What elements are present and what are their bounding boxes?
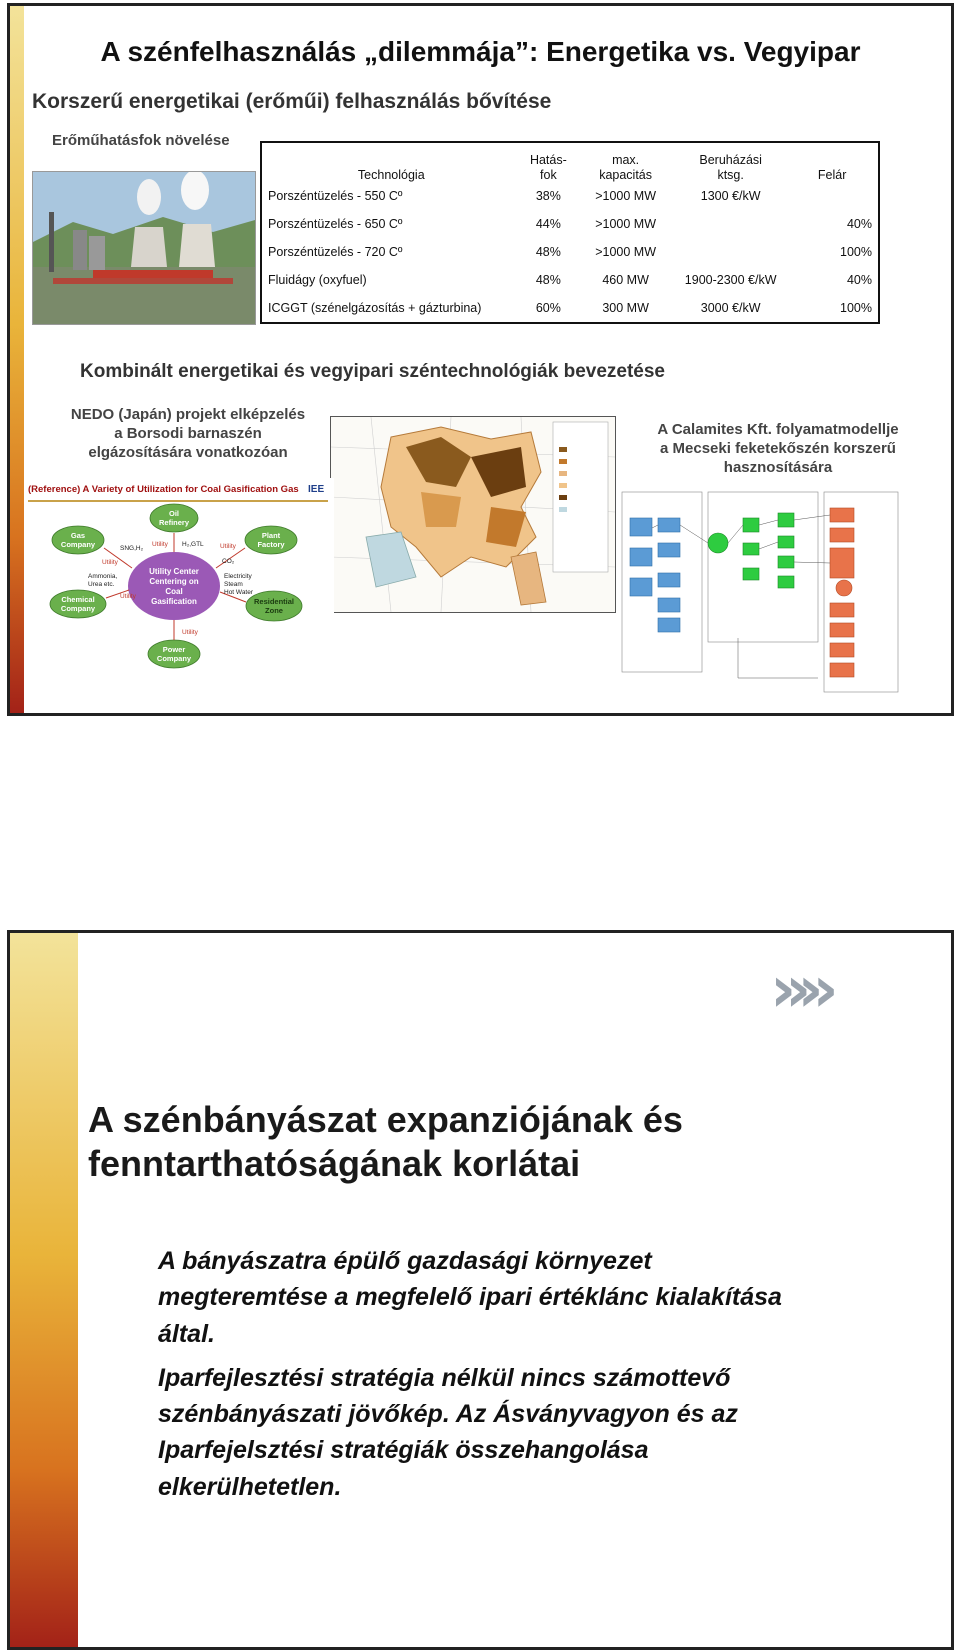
cell-surcharge: 40% [846,273,872,287]
svg-text:Gas: Gas [70,531,86,540]
svg-text:Utility: Utility [102,559,118,566]
svg-text:Plant: Plant [261,531,281,540]
cell-surcharge [786,182,879,210]
cell-investment: 3000 €/kW [700,301,761,315]
svg-text:Hot Water: Hot Water [224,589,254,596]
svg-text:Steam: Steam [224,581,243,588]
diagram-header: (Reference) A Variety of Utilization for Coal Gasification Gas [28,484,299,495]
cell-efficiency: 48% [535,245,561,259]
calamites-caption: A Calamites Kft. folyamatmodellje a Mecseki feketekőszén korszerű hasznosítására [657,421,899,476]
svg-text:Utility: Utility [182,629,198,636]
cell-surcharge: 100% [840,245,872,259]
efficiency-label: Erőműhatásfok növelése [52,132,230,149]
technology-table [260,141,880,324]
paragraph: A bányászatra épülő gazdasági környezet megteremtése a megfelelő ipari értéklánc kialakítása által. [158,1247,782,1348]
accent-sidebar [10,933,78,1647]
table-row [261,294,879,323]
cell-technology: Fluidágy (oxyfuel) [268,273,367,287]
table-row [261,210,879,238]
table-row [261,238,879,266]
cell-capacity: >1000 MW [595,189,656,203]
svg-text:Oil: Oil [168,509,180,518]
header-investment: Beruházási ktsg. [699,153,762,182]
iee-logo: IEE [308,484,325,495]
svg-text:Company: Company [156,654,192,663]
svg-text:Utility Center: Utility Center [149,567,199,576]
cell-technology: Porszéntüzelés - 650 Cº [268,217,403,231]
cell-surcharge: 40% [846,217,872,231]
svg-text:Power: Power [162,645,186,654]
cell-capacity: >1000 MW [595,245,656,259]
cell-efficiency: 38% [535,189,561,203]
slide-title: A szénfelhasználás „dilemmája”: Energetika vs. Vegyipar [100,36,861,67]
cell-capacity: 460 MW [602,273,649,287]
cell-investment [675,210,786,238]
cell-efficiency: 44% [535,217,561,231]
cell-investment: 1300 €/kW [700,189,761,203]
header-efficiency: Hatás- fok [529,153,567,182]
cell-technology: ICGGT (szénelgázosítás + gázturbina) [268,301,482,315]
table-header-row [261,142,879,182]
paragraph: Iparfejlesztési stratégia nélkül nincs számottevő szénbányászati jövőkép. Az Ásványvagyon és az Iparfejelsztési stratégiák összehangolása elkerülhetetlen. [158,1363,738,1501]
slide-1 [7,3,954,716]
accent-sidebar [10,6,24,713]
svg-text:Centering on: Centering on [149,577,199,586]
svg-text:Zone: Zone [265,606,283,615]
svg-text:Gasification: Gasification [151,597,197,606]
svg-text:SNG,H₂: SNG,H₂ [120,545,144,552]
slide-body [158,1243,818,1513]
svg-text:Electricity: Electricity [224,573,252,580]
header-technology: Technológia [357,167,425,182]
chevrons-icon: »» [770,953,825,1027]
slide-2 [7,930,954,1650]
section-title-combined: Kombinált energetikai és vegyipari széntechnológiák bevezetése [80,361,665,382]
borsod-map-image [330,416,616,613]
svg-text:Utility: Utility [120,593,136,600]
svg-text:H₂,GTL: H₂,GTL [182,541,204,548]
svg-text:Urea etc.: Urea etc. [88,581,115,588]
cell-investment: 1900-2300 €/kW [684,273,777,287]
table-row [261,266,879,294]
slide-title: A szénbányászat expanziójának és fenntarthatóságának korlátai [88,1099,683,1184]
svg-text:Residential: Residential [253,597,295,606]
table-row [261,182,879,210]
svg-text:Ammonia,: Ammonia, [88,573,118,580]
header-surcharge: Felár [817,167,847,182]
svg-text:Utility: Utility [152,541,168,548]
cell-efficiency: 60% [535,301,561,315]
cell-technology: Porszéntüzelés - 720 Cº [268,245,403,259]
header-capacity: max. kapacitás [599,153,653,182]
svg-text:Chemical: Chemical [61,595,95,604]
svg-text:Utility: Utility [220,543,236,550]
svg-text:Company: Company [60,540,96,549]
cell-surcharge: 100% [840,301,872,315]
cell-capacity: >1000 MW [595,217,656,231]
process-model-flowchart [618,488,902,696]
cell-investment [675,238,786,266]
svg-text:CO₂: CO₂ [222,558,235,565]
svg-text:Coal: Coal [165,587,183,596]
cell-efficiency: 48% [535,273,561,287]
svg-text:Company: Company [60,604,96,613]
svg-text:Factory: Factory [257,540,285,549]
power-plant-photo [32,171,256,325]
slide-subtitle: Korszerű energetikai (erőműi) felhasználás bővítése [32,90,552,113]
coal-gasification-diagram [24,478,334,674]
cell-capacity: 300 MW [602,301,649,315]
nedo-caption: NEDO (Japán) projekt elképzelés a Borsodi barnaszén elgázosítására vonatkozóan [70,406,306,461]
cell-technology: Porszéntüzelés - 550 Cº [268,189,403,203]
svg-text:Refinery: Refinery [158,518,190,527]
